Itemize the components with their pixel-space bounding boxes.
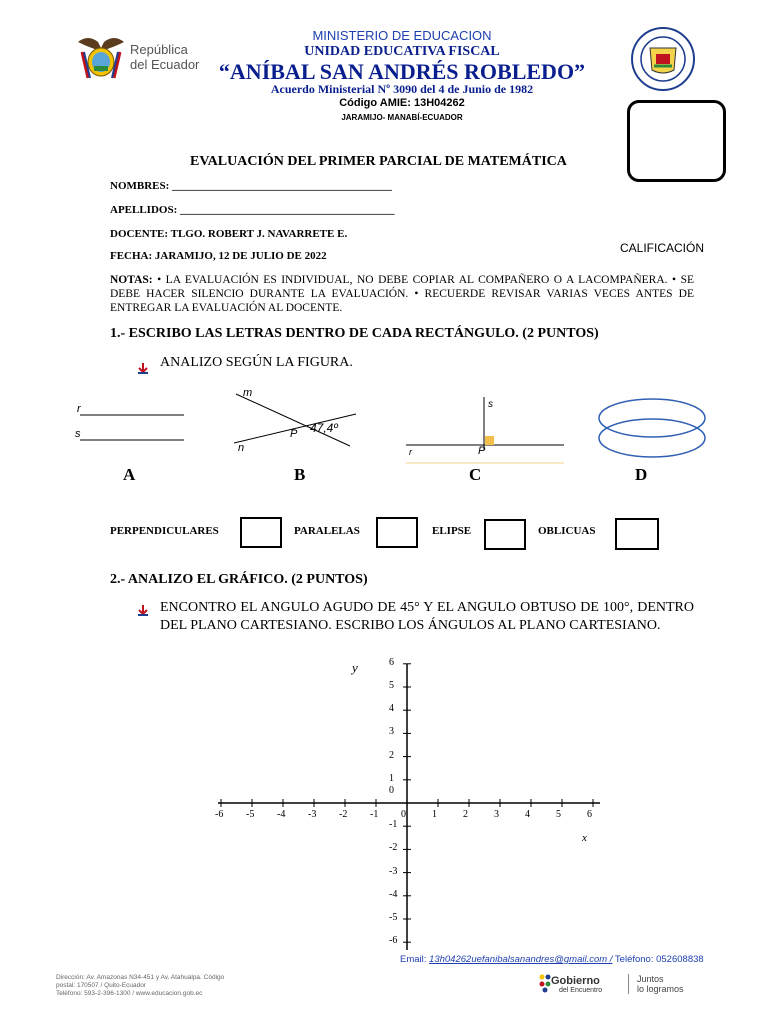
y-tick-label: 3 bbox=[389, 726, 394, 738]
notas-text: • LA EVALUACIÓN ES INDIVIDUAL, NO DEBE COPIAR AL COMPAÑERO O A LACOMPAÑERA. • SE DEBE HACER SILENCIO DURANTE LA EVALUACIÓN. • RECUERDE REVISAR VARIAS VECES ANTES DE ENTREGAR LA EVALUACIÓN AL DOCENTE. bbox=[110, 274, 694, 314]
fig-a-r-label: r bbox=[77, 403, 81, 415]
phone-text: Teléfono: 052608838 bbox=[612, 954, 704, 965]
q2-bullet-icon bbox=[137, 603, 149, 615]
option-oblicuas: OBLICUAS bbox=[538, 525, 596, 537]
republica-text: República bbox=[130, 42, 188, 57]
x-tick-label: 2 bbox=[463, 809, 468, 820]
q2-title: 2.- ANALIZO EL GRÁFICO. (2 PUNTOS) bbox=[110, 572, 368, 587]
agreement-text: Acuerdo Ministerial Nº 3090 del 4 de Junio de 1982 bbox=[270, 82, 534, 96]
y-tick-label: -6 bbox=[389, 935, 398, 947]
gobierno-logo bbox=[537, 972, 712, 998]
amie-code: Código AMIE: 13H04262 bbox=[339, 97, 465, 109]
y-tick-label: -1 bbox=[389, 819, 398, 831]
q2-instruction: ENCONTRO EL ANGULO AGUDO DE 45° Y EL ANGULO OBTUSO DE 100°, DENTRO DEL PLANO CARTESIANO. ESCRIBO LOS ÁNGULOS AL PLANO CARTESIANO. bbox=[160, 600, 694, 633]
email-link[interactable]: 13h04262uefanibalsanandres@gmail.com / bbox=[429, 954, 613, 965]
fecha-text: FECHA: JARAMIJO, 12 DE JULIO DE 2022 bbox=[110, 250, 327, 262]
x-tick-label: 3 bbox=[494, 809, 499, 820]
answer-box-elipse[interactable] bbox=[484, 519, 526, 550]
figure-c-perpendicular bbox=[400, 395, 570, 470]
email-label: Email: bbox=[400, 954, 430, 965]
x-tick-label: -2 bbox=[339, 809, 348, 820]
q1-instruction: ANALIZO SEGÚN LA FIGURA. bbox=[160, 355, 353, 370]
coat-of-arms-icon bbox=[74, 30, 128, 84]
location-text: JARAMIJO- MANABÍ-ECUADOR bbox=[341, 113, 463, 122]
x-tick-label: -3 bbox=[308, 809, 317, 820]
nombres-field[interactable]: NOMBRES: ________________________________________ bbox=[110, 180, 393, 192]
q1-title: 1.- ESCRIBO LAS LETRAS DENTRO DE CADA RECTÁNGULO. (2 PUNTOS) bbox=[110, 326, 599, 341]
fig-b-m-label: m bbox=[243, 387, 253, 399]
gobierno-text: Gobierno bbox=[551, 975, 600, 987]
x-tick-label: -5 bbox=[246, 809, 255, 820]
y-tick-label: 0 bbox=[389, 785, 394, 796]
calificacion-label: CALIFICACIÓN bbox=[620, 241, 705, 255]
cartesian-axes bbox=[210, 660, 610, 955]
footer-contact bbox=[400, 954, 704, 965]
x-tick-label: 6 bbox=[587, 809, 592, 820]
fig-b-angle-label: 47,4º bbox=[310, 421, 338, 435]
y-tick-label: 4 bbox=[389, 703, 394, 715]
fig-b-n-label: n bbox=[238, 442, 245, 454]
y-tick-label: -3 bbox=[389, 865, 398, 877]
fig-b-p-label: P bbox=[290, 428, 298, 440]
juntos-text: Juntos bbox=[637, 974, 664, 984]
y-tick-label: 2 bbox=[389, 749, 394, 761]
option-elipse: ELIPSE bbox=[432, 525, 472, 537]
letter-c: C bbox=[469, 465, 482, 484]
address-line-2: postal: 170507 / Quito-Ecuador bbox=[56, 982, 146, 989]
fig-c-r-label: r bbox=[409, 447, 412, 457]
address-line-1: Dirección: Av. Amazonas N34-451 y Av. Atahualpa. Código bbox=[56, 974, 225, 981]
letter-b: B bbox=[294, 465, 306, 484]
encuentro-text: del Encuentro bbox=[559, 987, 603, 994]
x-axis-label: x bbox=[582, 832, 587, 844]
x-tick-label: 4 bbox=[525, 809, 530, 820]
y-tick-label: -2 bbox=[389, 842, 398, 854]
exam-title: EVALUACIÓN DEL PRIMER PARCIAL DE MATEMÁTICA bbox=[190, 154, 567, 169]
y-tick-label: -4 bbox=[389, 888, 398, 900]
y-tick-label: 5 bbox=[389, 680, 394, 691]
apellidos-field[interactable]: APELLIDOS: _______________________________________ bbox=[110, 204, 395, 216]
docente-text: DOCENTE: TLGO. ROBERT J. NAVARRETE E. bbox=[110, 228, 348, 240]
option-perpendiculares: PERPENDICULARES bbox=[110, 525, 219, 537]
y-axis-label: y bbox=[352, 660, 358, 675]
notas-block bbox=[110, 273, 694, 315]
q1-bullet-icon bbox=[137, 361, 149, 373]
notas-label: NOTAS: bbox=[110, 274, 153, 286]
y-tick-label: 6 bbox=[389, 656, 394, 668]
unit-title: UNIDAD EDUCATIVA FISCAL bbox=[304, 44, 500, 59]
y-tick-label: -5 bbox=[389, 912, 398, 923]
option-paralelas: PARALELAS bbox=[294, 525, 360, 537]
ministry-title: MINISTERIO DE EDUCACION bbox=[312, 28, 492, 43]
grade-box[interactable] bbox=[627, 100, 726, 182]
footer-address bbox=[56, 974, 224, 998]
figure-d-ellipse bbox=[594, 396, 714, 466]
x-tick-label: -4 bbox=[277, 809, 286, 820]
x-tick-label: 1 bbox=[432, 809, 437, 820]
school-name: “ANÍBAL SAN ANDRÉS ROBLEDO” bbox=[218, 59, 586, 84]
school-seal bbox=[630, 26, 696, 92]
x-tick-label: 0 bbox=[401, 809, 406, 820]
ecuador-text: del Ecuador bbox=[130, 57, 200, 72]
logramos-text: lo logramos bbox=[637, 984, 684, 994]
fig-c-s-label: s bbox=[488, 399, 493, 410]
answer-box-perpendiculares[interactable] bbox=[240, 517, 282, 548]
fig-a-s-label: s bbox=[75, 428, 81, 440]
cartesian-plane[interactable] bbox=[210, 656, 610, 955]
answer-box-paralelas[interactable] bbox=[376, 517, 418, 548]
y-tick-label: 1 bbox=[389, 772, 394, 784]
school-seal-icon bbox=[630, 26, 696, 92]
figure-a-parallel bbox=[70, 400, 190, 450]
x-tick-label: 5 bbox=[556, 809, 561, 820]
x-tick-label: -1 bbox=[370, 809, 379, 820]
answer-box-oblicuas[interactable] bbox=[615, 518, 659, 550]
x-tick-label: -6 bbox=[215, 809, 224, 820]
fig-c-p-label: P bbox=[478, 445, 486, 457]
address-line-3: Teléfono: 593-2-396-1300 / www.educacion.gob.ec bbox=[56, 990, 203, 997]
letter-d: D bbox=[635, 465, 648, 484]
letter-a: A bbox=[123, 465, 136, 484]
